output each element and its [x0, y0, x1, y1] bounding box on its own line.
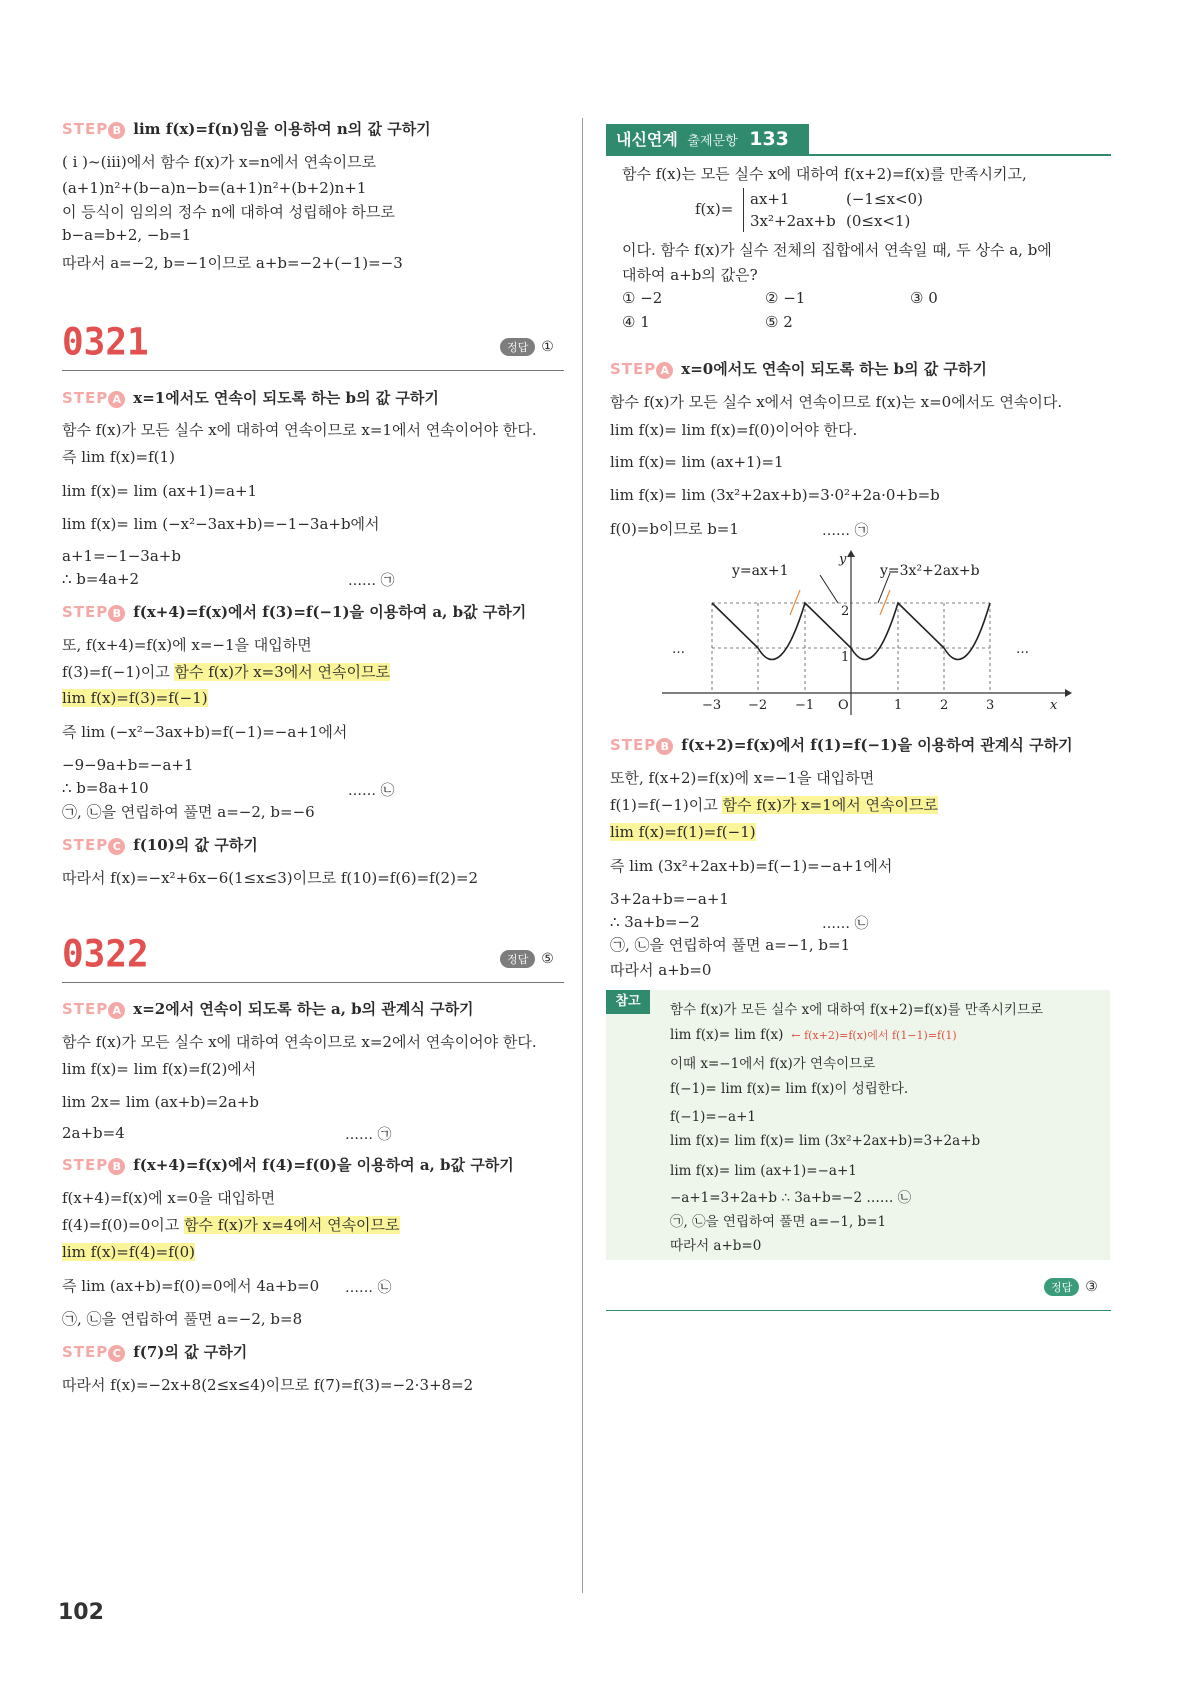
equation-mark: …… ㉠ [345, 1127, 392, 1143]
step-heading: STEP A x=1에서도 연속이 되도록 하는 b의 값 구하기 [62, 389, 439, 407]
text-line: 이 등식이 임의의 정수 n에 대하여 성립해야 하므로 [62, 203, 395, 221]
x-tick: 3 [986, 698, 995, 713]
equation-mark: …… ㉠ [822, 523, 869, 539]
text-line: f(0)=b이므로 b=1 [610, 520, 739, 538]
choice-2: ② −1 [765, 289, 806, 307]
text-line: lim f(x)= lim (ax+1)=a+1 [62, 482, 258, 500]
text-line: f(x+4)=f(x)에 x=0을 대입하면 [62, 1189, 276, 1207]
note-line: 이때 x=−1에서 f(x)가 연속이므로 [670, 1056, 876, 1072]
text-line: lim f(x)= lim f(x)=f(0)이어야 한다. [610, 421, 858, 439]
text-line: 즉 lim (ax+b)=f(0)=0에서 4a+b=0 [62, 1277, 320, 1295]
hint-arrow [790, 590, 800, 615]
text-line: 함수 f(x)가 모든 실수 x에서 연속이므로 f(x)는 x=0에서도 연속이다. [610, 393, 1063, 411]
x-axis-arrow [1065, 689, 1072, 697]
note-line: 함수 f(x)가 모든 실수 x에 대하여 f(x+2)=f(x)를 만족시키므로 [670, 1002, 1044, 1018]
piece1-cond: (−1≤x<0) [846, 190, 923, 208]
problem-number: 0321 [62, 320, 149, 365]
text-line: 따라서 a=−2, b=−1이므로 a+b=−2+(−1)=−3 [62, 254, 403, 272]
text-line: 또, f(x+4)=f(x)에 x=−1을 대입하면 [62, 636, 312, 654]
x-tick: −3 [702, 698, 722, 713]
problem-text: 이다. 함수 f(x)가 실수 전체의 집합에서 연속일 때, 두 상수 a, b에 [622, 241, 1052, 259]
text-line: (a+1)n²+(b−a)n−b=(a+1)n²+(b+2)n+1 [62, 179, 367, 197]
y-axis-label: y [839, 552, 847, 567]
problem-text: 함수 f(x)는 모든 실수 x에 대하여 f(x+2)=f(x)를 만족시키고, [622, 165, 1027, 183]
label-pointer [820, 575, 838, 603]
text-line: f(4)=f(0)=0이고 함수 f(x)가 x=4에서 연속이므로 [62, 1216, 400, 1234]
text-line: 즉 lim f(x)=f(1) [62, 448, 175, 466]
text-line: 즉 lim (3x²+2ax+b)=f(−1)=−a+1에서 [610, 857, 893, 875]
text-line: lim 2x= lim (ax+b)=2a+b [62, 1093, 260, 1111]
origin-label: O [838, 698, 849, 713]
text-line [62, 688, 208, 708]
text-line: lim f(x)= lim (−x²−3ax+b)=−1−3a+b에서 [62, 515, 380, 533]
ellipsis-right: … [1016, 642, 1029, 657]
piecewise-brace [743, 188, 746, 232]
column-divider [582, 118, 583, 1593]
note-line: ㉠, ㉡을 연립하여 풀면 a=−1, b=1 [670, 1214, 887, 1230]
text-line: b−a=b+2, −b=1 [62, 226, 192, 244]
problem-header: 내신연계 출제문항 133 [606, 124, 809, 154]
problem-text: 대하여 a+b의 값은? [622, 266, 758, 284]
piece2-cond: (0≤x<1) [846, 212, 911, 230]
step-heading: STEP B lim f(x)=f(n)임을 이용하여 n의 값 구하기 [62, 120, 431, 138]
text-line: ( i )~(iii)에서 함수 f(x)가 x=n에서 연속이므로 [62, 153, 377, 171]
note-line: lim f(x)= lim (ax+1)=−a+1 [670, 1163, 857, 1179]
y-axis-arrow [847, 550, 855, 557]
note-line: f(−1)=−a+1 [670, 1109, 757, 1125]
equation-mark: …… ㉡ [348, 783, 395, 799]
text-line: lim f(x)= lim (3x²+2ax+b)=3·0²+2a·0+b=b [610, 486, 940, 504]
piece2: 3x²+2ax+b [750, 212, 836, 230]
periodic-function-graph [640, 545, 1080, 720]
choice-3: ③ 0 [910, 289, 938, 307]
y-tick: 1 [841, 650, 850, 665]
problem-number: 0322 [62, 932, 149, 977]
note-line: −a+1=3+2a+b ∴ 3a+b=−2 …… ㉡ [670, 1190, 912, 1206]
text-line: lim f(x)= lim (ax+1)=1 [610, 453, 784, 471]
answer-badge: 정답 ⑤ [500, 950, 554, 968]
text-line [610, 822, 756, 842]
choice-5: ⑤ 2 [765, 313, 793, 331]
x-tick: 2 [940, 698, 949, 713]
x-axis-label: x [1050, 698, 1058, 713]
note-arrow: ← f(x+2)=f(x)에서 f(1−1)=f(1) [791, 1029, 957, 1042]
note-tag: 참고 [606, 990, 650, 1014]
text-line: 2a+b=4 [62, 1124, 125, 1142]
step-heading: STEP A x=2에서 연속이 되도록 하는 a, b의 관계식 구하기 [62, 1000, 474, 1018]
x-tick: −1 [795, 698, 815, 713]
highlight: lim f(x)=f(4)=f(0) [62, 1243, 196, 1261]
x-tick: −2 [748, 698, 768, 713]
answer-badge: 정답 ① [500, 338, 554, 356]
step-heading: STEP C f(7)의 값 구하기 [62, 1343, 248, 1361]
highlight: lim f(x)=f(3)=f(−1) [62, 689, 208, 707]
text-line: ㉠, ㉡을 연립하여 풀면 a=−1, b=1 [610, 936, 851, 954]
text-line: 함수 f(x)가 모든 실수 x에 대하여 연속이므로 x=1에서 연속이어야 한다. [62, 421, 537, 439]
text-line: ㉠, ㉡을 연립하여 풀면 a=−2, b=−6 [62, 803, 315, 821]
text-line: ∴ b=8a+10 [62, 779, 149, 797]
label-right: y=3x²+2ax+b [880, 563, 980, 579]
section-rule [62, 370, 564, 371]
step-heading: STEP B f(x+2)=f(x)에서 f(1)=f(−1)을 이용하여 관계식 구하기 [610, 736, 1073, 754]
equation-mark: …… ㉡ [345, 1280, 392, 1296]
note-line: lim f(x)= lim f(x) ← f(x+2)=f(x)에서 f(1−1)=f(1) [670, 1027, 957, 1043]
text-line: 즉 lim (−x²−3ax+b)=f(−1)=−a+1에서 [62, 723, 348, 741]
highlight: 함수 f(x)가 x=1에서 연속이므로 [722, 796, 938, 814]
highlight: 함수 f(x)가 x=4에서 연속이므로 [184, 1216, 400, 1234]
text-line: lim f(x)= lim f(x)=f(2)에서 [62, 1060, 257, 1078]
text-line: 또한, f(x+2)=f(x)에 x=−1을 대입하면 [610, 769, 875, 787]
text-line: 따라서 a+b=0 [610, 961, 712, 979]
section-rule [62, 982, 564, 983]
equation-mark: …… ㉠ [348, 573, 395, 589]
page-number: 102 [58, 1600, 104, 1625]
choice-4: ④ 1 [622, 313, 650, 331]
text-line: ㉠, ㉡을 연립하여 풀면 a=−2, b=8 [62, 1310, 303, 1328]
text-line [62, 1242, 195, 1262]
answer-badge: 정답 ③ [1044, 1278, 1098, 1296]
text-line: 함수 f(x)가 모든 실수 x에 대하여 연속이므로 x=2에서 연속이어야 한다. [62, 1033, 537, 1051]
header-rule [606, 154, 1111, 156]
text-line: f(1)=f(−1)이고 함수 f(x)가 x=1에서 연속이므로 [610, 796, 938, 814]
choice-1: ① −2 [622, 289, 663, 307]
x-tick: 1 [894, 698, 903, 713]
step-heading: STEP B f(x+4)=f(x)에서 f(3)=f(−1)을 이용하여 a, b값 구하기 [62, 603, 527, 621]
label-left: y=ax+1 [732, 563, 789, 579]
text-line: 3+2a+b=−a+1 [610, 890, 729, 908]
text-line: 따라서 f(x)=−2x+8(2≤x≤4)이므로 f(7)=f(3)=−2·3+8=2 [62, 1376, 474, 1394]
piece1: ax+1 [750, 190, 790, 208]
bottom-rule [606, 1310, 1111, 1311]
equation-mark: …… ㉡ [822, 916, 869, 932]
text-line: ∴ 3a+b=−2 [610, 913, 700, 931]
note-line: f(−1)= lim f(x)= lim f(x)이 성립한다. [670, 1081, 909, 1097]
text-line: f(3)=f(−1)이고 함수 f(x)가 x=3에서 연속이므로 [62, 663, 390, 681]
step-title: lim f(x)=f(n)임을 이용하여 n의 값 구하기 [133, 120, 431, 138]
step-heading: STEP A x=0에서도 연속이 되도록 하는 b의 값 구하기 [610, 360, 987, 378]
highlight: lim f(x)=f(1)=f(−1) [610, 823, 756, 841]
note-line: lim f(x)= lim f(x)= lim (3x²+2ax+b)=3+2a+b [670, 1133, 981, 1149]
note-line: 따라서 a+b=0 [670, 1238, 762, 1254]
text-line: a+1=−1−3a+b [62, 547, 181, 565]
step-heading: STEP B f(x+4)=f(x)에서 f(4)=f(0)을 이용하여 a, b값 구하기 [62, 1156, 514, 1174]
ellipsis-left: … [672, 642, 685, 657]
y-tick: 2 [841, 604, 850, 619]
text-line: −9−9a+b=−a+1 [62, 756, 194, 774]
text-line: 따라서 f(x)=−x²+6x−6(1≤x≤3)이므로 f(10)=f(6)=f(2)=2 [62, 869, 479, 887]
piecewise-lhs: f(x)= [695, 200, 734, 218]
step-heading: STEP C f(10)의 값 구하기 [62, 836, 258, 854]
highlight: 함수 f(x)가 x=3에서 연속이므로 [174, 663, 390, 681]
text-line: ∴ b=4a+2 [62, 570, 140, 588]
